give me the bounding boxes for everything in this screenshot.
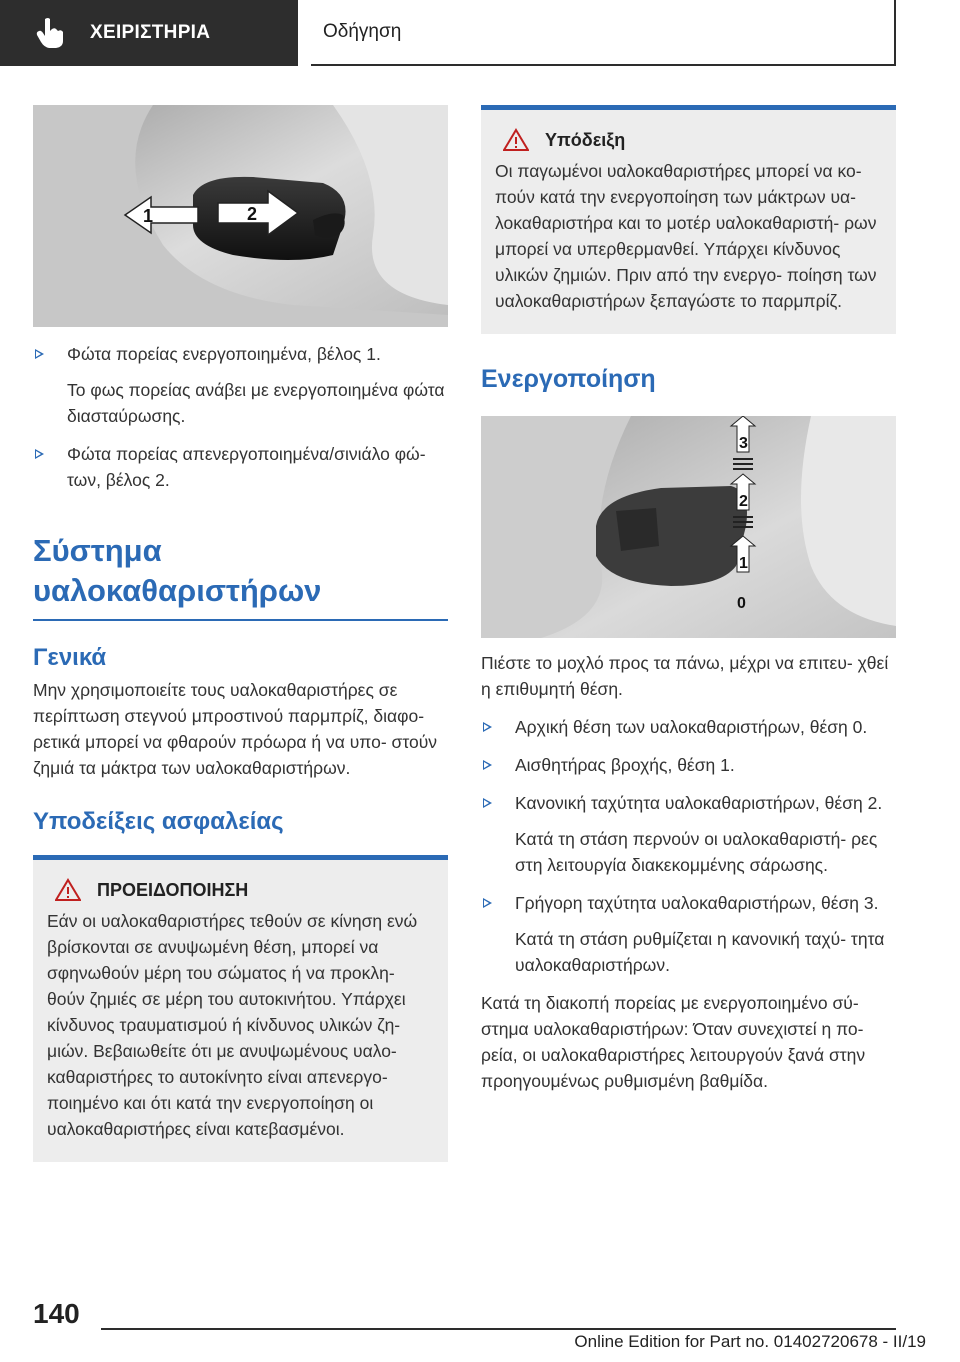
note-text: Οι παγωμένοι υαλοκαθαριστήρες μπορεί να κο- πούν κατά την ενεργοποίηση των μάκτρων υα- λοκαθαριστήρα και το μοτέρ υαλοκαθαριστή- ρων μπορεί να υπερθερμανθεί. Υπάρχει κίνδυνος υλικών ζημιών. Πριν από την ενεργο- ποίηση των υαλοκαθαριστήρων ξεπαγώστε το παρμπρίζ. <box>495 161 877 311</box>
figure-label: 2 <box>247 204 258 224</box>
header-section-tab <box>0 0 298 66</box>
bullet-text: Φώτα πορείας ενεργοποιημένα, βέλος 1. <box>67 344 381 364</box>
note-box <box>481 105 896 334</box>
bullet-subtext: Κατά τη στάση ρυθμίζεται η κανονική ταχύ- τητα υαλοκαθαριστήρων. <box>515 929 885 975</box>
bullet-subtext: Κατά τη στάση περνούν οι υαλοκαθαριστή- ρες στη λειτουργία διακεκομμένης σάρωσης. <box>515 829 878 875</box>
bullet-text: Κανονική ταχύτητα υαλοκαθαριστήρων, θέση 2. <box>515 793 883 813</box>
heading-rule <box>33 619 448 621</box>
left-column <box>33 105 448 1162</box>
bullet-text: Αρχική θέση των υαλοκαθαριστήρων, θέση 0. <box>515 717 868 737</box>
section-heading: Σύστημα υαλοκαθαριστήρων <box>33 533 322 608</box>
bullet-text: Γρήγορη ταχύτητα υαλοκαθαριστήρων, θέση 3. <box>515 893 879 913</box>
list-item <box>33 441 448 493</box>
general-paragraph: Μην χρησιμοποιείτε τους υαλοκαθαριστήρες σε περίπτωση στεγνού μπροστινού παρμπρίζ, διαφο- ρετικά μπορεί να φθαρούν πρόωρα ή να υπο- στούν ζημιά τα μάκτρα των υαλοκαθαριστήρων. <box>33 680 438 778</box>
subsection-heading: Ενεργοποίηση <box>481 365 656 393</box>
triangle-bullet-icon <box>483 760 492 770</box>
figure-label: 2 <box>739 493 748 510</box>
warning-text: Εάν οι υαλοκαθαριστήρες τεθούν σε κίνηση ενώ βρίσκονται σε ανυψωμένη θέση, μπορεί να σφηνωθούν μέρη του σώματος ή να προκλη- θούν ζημιές σε μέρη του αυτοκινήτου. Υπάρχει κίνδυνος τραυματισμού ή κίνδυνος υλικών ζη- μιών. Βεβαιωθείτε ότι με ανυψωμένους υαλο- καθαριστήρες το αυτοκίνητο είναι απενεργο- ποιημένο και ότι κατά την ενεργοποίηση οι υαλοκαθαριστήρες είναι κατεβασμένοι. <box>47 911 418 1139</box>
footer-edition: Online Edition for Part no. 01402720678 - II/19 <box>574 1332 926 1351</box>
headlight-bullets <box>33 341 448 493</box>
list-item <box>33 341 448 429</box>
wiper-stalk-figure <box>481 416 896 638</box>
bullet-text: Φώτα πορείας απενεργοποιημένα/σινιάλο φώ- των, βέλος 2. <box>67 444 426 490</box>
headlight-stalk-figure <box>33 105 448 327</box>
note-title: Υπόδειξη <box>545 129 626 150</box>
triangle-bullet-icon <box>35 449 44 459</box>
figure-label: 0 <box>737 595 746 612</box>
section-title: ΧΕΙΡΙΣΤΗΡΙΑ <box>90 22 211 43</box>
list-item <box>481 890 896 978</box>
activation-intro: Πιέστε το μοχλό προς τα πάνω, μέχρι να επιτευ- χθεί η επιθυμητή θέση. <box>481 653 889 699</box>
right-column <box>481 105 896 1094</box>
triangle-bullet-icon <box>483 798 492 808</box>
warning-triangle-icon <box>55 878 81 902</box>
triangle-bullet-icon <box>483 722 492 732</box>
subsection-heading: Γενικά <box>33 644 107 671</box>
page-number: 140 <box>33 1298 80 1329</box>
warning-triangle-icon <box>503 128 529 152</box>
warning-box <box>33 855 448 1162</box>
header-chapter-box <box>311 0 896 66</box>
list-item <box>481 714 896 740</box>
footer-rule <box>101 1328 896 1330</box>
subsection-heading: Υποδείξεις ασφαλείας <box>33 808 284 835</box>
closing-paragraph: Κατά τη διακοπή πορείας με ενεργοποιημένο σύ- στημα υαλοκαθαριστήρων: Όταν συνεχιστεί η πο- ρεία, οι υαλοκαθαριστήρες λειτουργούν ξανά στην προηγουμένως ρυθμισμένη βαθμίδα. <box>481 993 866 1091</box>
list-item <box>481 790 896 878</box>
hand-pointer-icon <box>34 16 68 50</box>
triangle-bullet-icon <box>35 349 44 359</box>
chapter-title: Οδήγηση <box>323 21 402 42</box>
bullet-text: Αισθητήρας βροχής, θέση 1. <box>515 755 735 775</box>
figure-label: 1 <box>739 555 748 572</box>
bullet-subtext: Το φως πορείας ανάβει με ενεργοποιημένα φώτα διασταύρωσης. <box>67 380 445 426</box>
figure-label: 3 <box>739 435 748 452</box>
triangle-bullet-icon <box>483 898 492 908</box>
wiper-bullets <box>481 714 896 978</box>
list-item <box>481 752 896 778</box>
figure-label: 1 <box>143 206 154 226</box>
warning-title: ΠΡΟΕΙΔΟΠΟΙΗΣΗ <box>97 879 249 900</box>
